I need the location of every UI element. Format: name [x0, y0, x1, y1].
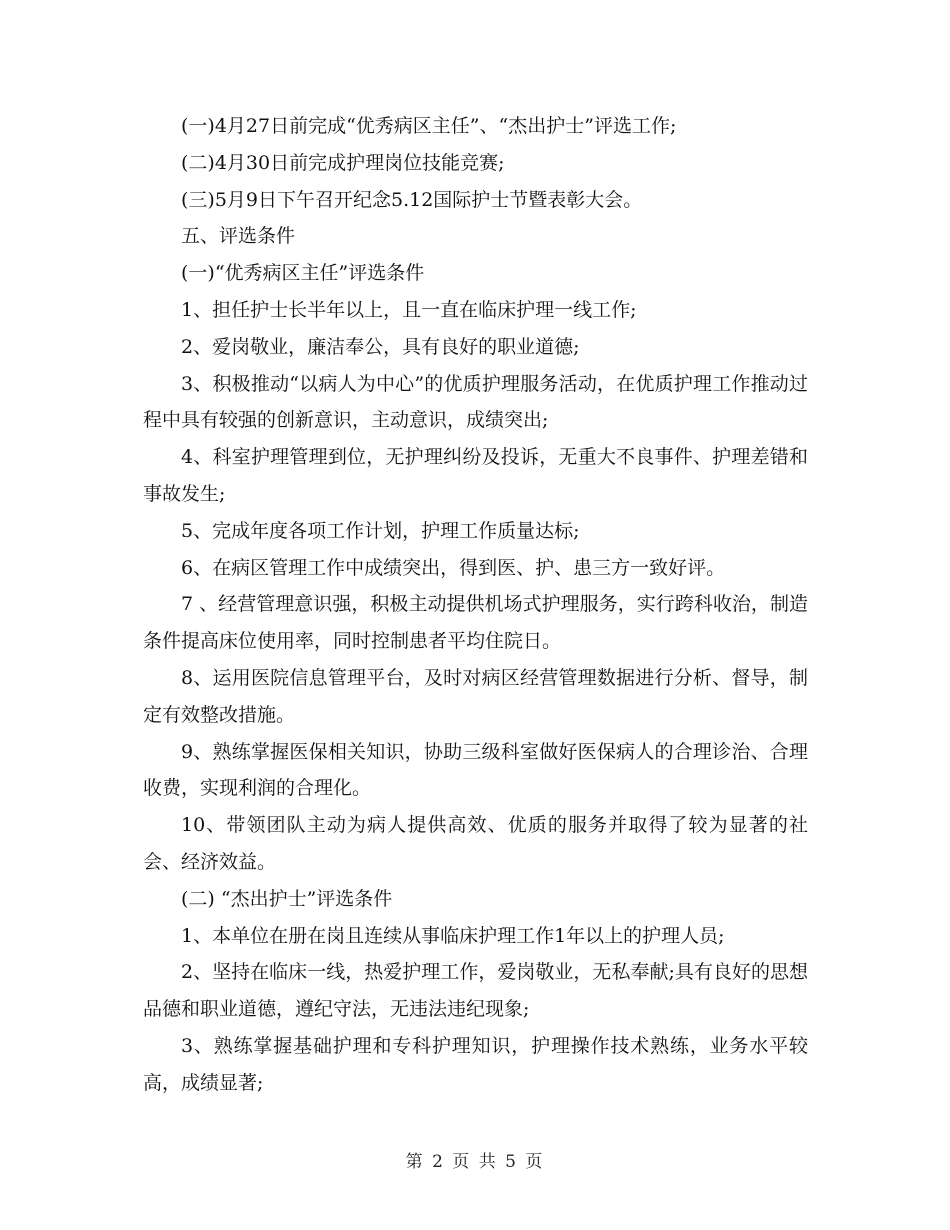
- criterion-item: 1、本单位在册在岗且连续从事临床护理工作1年以上的护理人员;: [181, 924, 725, 947]
- page-footer: 第 2 页 共 5 页: [405, 1152, 545, 1172]
- document-body: [143, 108, 808, 1102]
- criterion-item: 2、坚持在临床一线，热爱护理工作，爱岗敬业，无私奉献;具有良好的思想品德和职业道德，遵纪守法，无违法违纪现象;: [143, 961, 808, 1021]
- paragraph-schedule-1: (一)4月27日前完成“优秀病区主任”、“杰出护士”评选工作;: [181, 115, 677, 137]
- criterion-item: 6、在病区管理工作中成绩突出，得到医、护、患三方一致好评。: [181, 556, 726, 579]
- criterion-item: 10、带领团队主动为病人提供高效、优质的服务并取得了较为显著的社会、经济效益。: [143, 814, 808, 873]
- paragraph-schedule-3: (三)5月9日下午召开纪念5.12国际护士节暨表彰大会。: [181, 188, 643, 211]
- criterion-item: 2、爱岗敬业，廉洁奉公，具有良好的职业道德;: [181, 335, 580, 358]
- criterion-item: 3、积极推动“以病人为中心”的优质护理服务活动，在优质护理工作推动过程中具有较强的创新意识，主动意识，成绩突出;: [143, 372, 808, 432]
- section-heading: 五、评选条件: [181, 225, 296, 248]
- criterion-item: 3、熟练掌握基础护理和专科护理知识，护理操作技术熟练，业务水平较高，成绩显著;: [143, 1034, 808, 1094]
- criterion-item: 1、担任护士长半年以上，且一直在临床护理一线工作;: [181, 298, 637, 321]
- paragraph-schedule-2: (二)4月30日前完成护理岗位技能竞赛;: [181, 151, 505, 174]
- criterion-item: 8、运用医院信息管理平台，及时对病区经营管理数据进行分析、督导，制定有效整改措施。: [143, 666, 808, 726]
- criterion-item: 5、完成年度各项工作计划，护理工作质量达标;: [181, 519, 580, 542]
- criterion-item: 9、熟练掌握医保相关知识，协助三级科室做好医保病人的合理诊治、合理收费，实现利润的合理化。: [143, 740, 808, 800]
- subsection-heading-2: (二) “杰出护士”评选条件: [181, 887, 393, 910]
- subsection-heading-1: (一)“优秀病区主任”评选条件: [181, 262, 425, 285]
- criterion-item: 7 、经营管理意识强，积极主动提供机场式护理服务，实行跨科收治，制造条件提高床位使用率，同时控制患者平均住院日。: [143, 593, 808, 653]
- criterion-item: 4、科室护理管理到位，无护理纠纷及投诉，无重大不良事件、护理差错和事故发生;: [143, 446, 808, 505]
